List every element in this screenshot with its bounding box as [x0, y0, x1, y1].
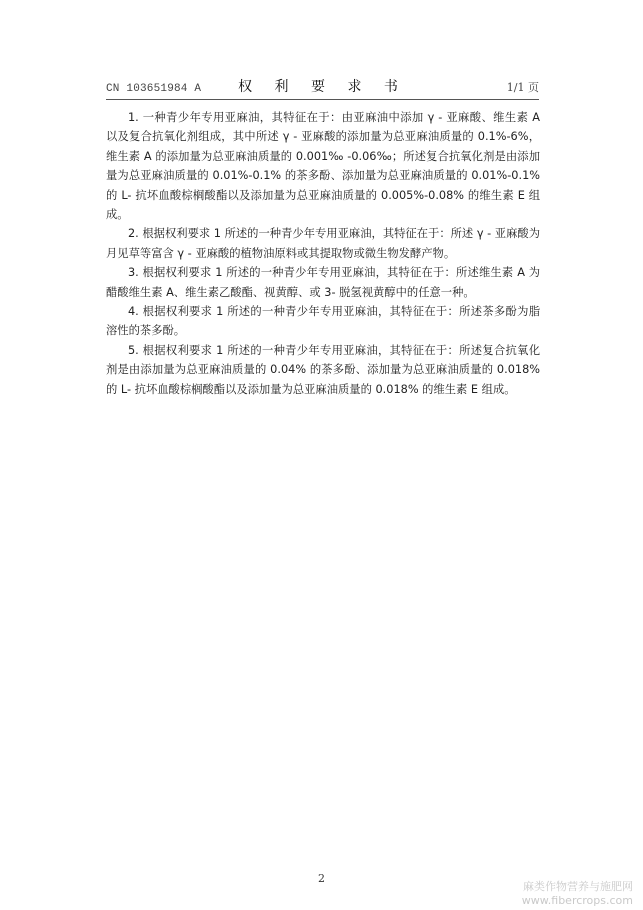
claim-2: 2. 根据权利要求 1 所述的一种青少年专用亚麻油，其特征在于：所述 γ - 亚麻酸为月见草等富含 γ - 亚麻酸的植物油原料或其提取物或微生物发酵产物。 [106, 227, 540, 260]
watermark [522, 880, 633, 908]
watermark-site-name: 麻类作物营养与施肥网 [523, 880, 633, 893]
page-header [106, 76, 539, 98]
publication-number: CN 103651984 A [106, 83, 202, 95]
claims-body [106, 108, 540, 399]
header-divider [106, 99, 539, 100]
claim-3: 3. 根据权利要求 1 所述的一种青少年专用亚麻油，其特征在于：所述维生素 A 为醋酸维生素 A、维生素乙酸酯、视黄醇、或 3- 脱氢视黄醇中的任意一种。 [106, 266, 540, 299]
claim-1: 1. 一种青少年专用亚麻油，其特征在于：由亚麻油中添加 γ - 亚麻酸、维生素 A 以及复合抗氧化剂组成，其中所述 γ - 亚麻酸的添加量为总亚麻油质量的 0.1%-6%，维生素 A 的添加量为总亚麻油质量的 0.001‰ -0.06‰；所述复合抗氧化剂是由添加量为总亚麻油质量的 0.01%-0.1% 的茶多酚、添加量为总亚麻油质量的 0.01%-0.1% 的 L- 抗坏血酸棕榈酸酯以及添加量为总亚麻油质量的 0.005%-0.08% 的维生素 E 组成。 [106, 111, 540, 222]
footer-page-number: 2 [318, 872, 325, 885]
claim-5: 5. 根据权利要求 1 所述的一种青少年专用亚麻油，其特征在于：所述复合抗氧化剂是由添加量为总亚麻油质量的 0.04% 的茶多酚、添加量为总亚麻油质量的 0.018% 的 L- 抗坏血酸棕榈酸酯以及添加量为总亚麻油质量的 0.018% 的维生素 E 组成。 [106, 343, 540, 396]
page-count: 1/1 页 [506, 81, 539, 94]
document-title: 权 利 要 求 书 [238, 79, 407, 95]
watermark-url: www.fibercrops.com [521, 894, 633, 907]
claim-4: 4. 根据权利要求 1 所述的一种青少年专用亚麻油，其特征在于：所述茶多酚为脂溶性的茶多酚。 [106, 305, 540, 338]
